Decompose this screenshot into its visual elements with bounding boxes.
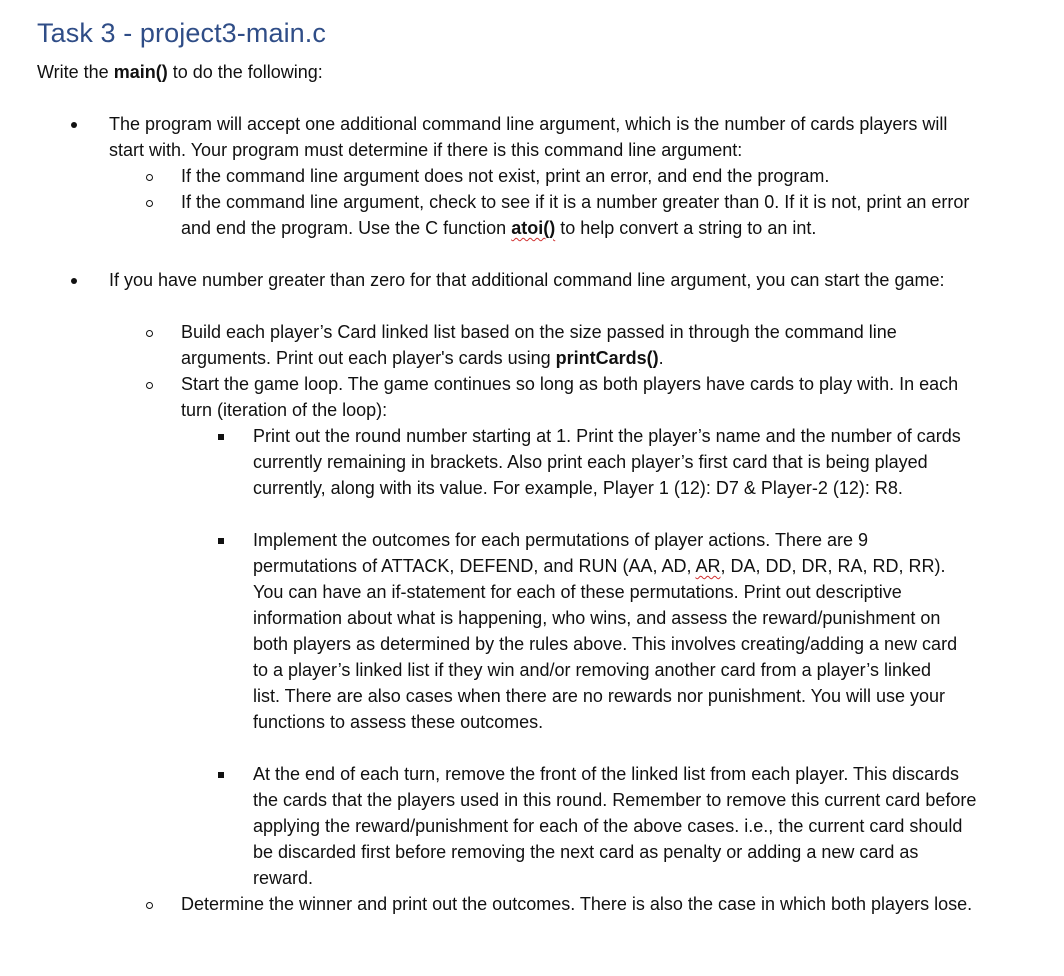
atoi-function: atoi() — [511, 218, 556, 238]
intro-text — [37, 59, 323, 85]
bullet-2-sub-1-before: Build each player’s Card linked list based on the size passed in through the command line arguments. Print out each player's cards using — [181, 322, 897, 368]
bullet-2-sub-2-point-1: Print out the round number starting at 1. Print the player’s name and the number of cards currently remaining in brackets. Also print each player’s first card that is being played currently, along with its value. For example, Player 1 (12): D7 & Player-2 (12): R8. — [253, 426, 961, 498]
bullet-disc-1 — [71, 122, 77, 128]
bullet-square-2 — [218, 538, 224, 544]
bullet-circle-2-3 — [146, 902, 153, 909]
intro-after: to do the following: — [167, 62, 323, 82]
bullet-circle-1-1 — [146, 174, 153, 181]
bullet-circle-2-2 — [146, 382, 153, 389]
bullet-square-3 — [218, 772, 224, 778]
intro-before: Write the — [37, 62, 114, 82]
bullet-2-sub-3: Determine the winner and print out the outcomes. There is also the case in which both players lose. — [181, 894, 973, 914]
bullet-disc-2 — [71, 278, 77, 284]
bullet-1-sub-2 — [181, 189, 971, 241]
bullet-square-1 — [218, 434, 224, 440]
bullet-2-sub-1-after: . — [658, 348, 664, 368]
bullet-circle-1-2 — [146, 200, 153, 207]
bullet-2-sub-2-point-3: At the end of each turn, remove the front of the linked list from each player. This discards the cards that the players used in this round. Remember to remove this current card before applying the reward/punishment for each of the above cases. i.e., the current card should be discarded first before removing the next card as penalty or adding a new card as reward. — [253, 764, 977, 888]
page-title: Task 3 - project3-main.c — [37, 18, 326, 48]
bullet-1-sub-2-after: to help convert a string to an int. — [555, 218, 817, 238]
permutations-after: , DA, DD, DR, RA, RD, RR). You can have an if-statement for each of these permutations. Print out descriptive information about what is happening, who wins, and assess the reward/punishment on both players as determined by the rules above. This involves creating/adding a new card to a player’s linked list if they win and/or removing another card from a player’s linked list. There are also cases when there are no rewards nor punishment. You will use your functions to assess these outcomes. — [253, 556, 958, 732]
bullet-2-sub-1 — [181, 319, 961, 371]
bullet-1-sub-1: If the command line argument does not exist, print an error, and end the program. — [181, 166, 830, 186]
bullet-1-sub-2-before: If the command line argument, check to see if it is a number greater than 0. If it is not, print an error and end the program. Use the C function — [181, 192, 970, 238]
bullet-1-text: The program will accept one additional command line argument, which is the number of cards players will start with. Your program must determine if there is this command line argument: — [109, 114, 948, 160]
intro-main-function: main() — [113, 62, 168, 82]
bullet-2-text: If you have number greater than zero for that additional command line argument, you can start the game: — [109, 270, 945, 290]
bullet-2-sub-2: Start the game loop. The game continues so long as both players have cards to play with. In each turn (iteration of the loop): — [181, 374, 959, 420]
permutation-ar: AR — [695, 556, 721, 576]
permutations-before: Implement the outcomes for each permutations of player actions. There are 9 permutations of ATTACK, DEFEND, and RUN (AA, AD, — [253, 530, 868, 576]
bullet-2-sub-2-point-2 — [253, 527, 958, 735]
print-cards-function: printCards() — [555, 348, 659, 368]
bullet-circle-2-1 — [146, 330, 153, 337]
